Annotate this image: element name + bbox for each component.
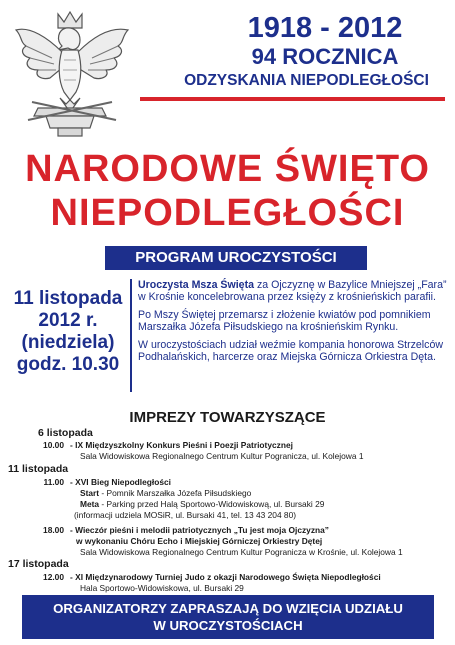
invitation-line1: ORGANIZATORZY ZAPRASZAJĄ DO WZIĘCIA UDZIAŁU xyxy=(53,601,403,616)
event-title-text: - IX Międzyszkolny Konkurs Pieśni i Poezji Patriotycznej xyxy=(70,440,293,450)
program-date: 11 listopada xyxy=(13,288,123,309)
event-place-text: Hala Sportowo-Widowiskowa, ul. Bursaki 29 xyxy=(80,583,244,593)
event-title-text: - Wieczór pieśni i melodii patriotycznych „Tu jest moja Ojczyzna” xyxy=(70,525,329,535)
red-divider xyxy=(140,97,445,101)
event-time: 10.00 xyxy=(43,440,64,450)
program-paragraph-march: Po Mszy Świętej przemarsz i złożenie kwiatów pod pomnikiem Marszałka Józefa Piłsudskiego na krośnieńskim Rynku. xyxy=(138,309,431,333)
program-date-block xyxy=(8,288,128,376)
event-day-1: 6 listopada xyxy=(38,427,93,439)
program-heading: PROGRAM UROCZYSTOŚCI xyxy=(105,246,367,270)
event-time: 12.00 xyxy=(43,572,64,582)
event-place-text: Sala Widowiskowa Regionalnego Centrum Kultur Pogranicza, ul. Kolejowa 1 xyxy=(80,451,364,461)
program-year: 2012 r. xyxy=(38,310,98,331)
mass-text: za Ojczyznę w Bazylice Mniejszej „Fara” w Krośnie koncelebrowana przez księży z krośnieńskich parafii. xyxy=(138,279,447,303)
event-info-text: (informacji udziela MOSiR, ul. Bursaki 41, tel. 13 43 204 80) xyxy=(74,510,297,520)
start-label: Start xyxy=(80,488,100,498)
event-place-text: Sala Widowiskowa Regionalnego Centrum Kultur Pogranicza w Krośnie, ul. Kolejowa 1 xyxy=(80,547,403,557)
event-day-2: 11 listopada xyxy=(8,463,69,475)
program-paragraph-mass xyxy=(138,279,448,303)
events-heading: IMPREZY TOWARZYSZĄCE xyxy=(129,409,326,426)
event-time: 11.00 xyxy=(43,477,64,487)
invitation-line2: W UROCZYSTOŚCIACH xyxy=(153,618,303,633)
event-title-text: - XI Międzynarodowy Turniej Judo z okazji Narodowego Święta Niepodległości xyxy=(70,572,381,582)
program-paragraph-participants: W uroczystościach udział weźmie kompania honorowa Strzelców Podhalańskich, harcerze oraz Miejska Górnicza Orkiestra Dęta. xyxy=(138,339,443,363)
event-title xyxy=(70,525,430,536)
program-weekday: (niedziela) xyxy=(21,332,115,353)
event-title-text: - XVI Bieg Niepodległości xyxy=(70,477,171,487)
anniversary-years: 1918 - 2012 xyxy=(247,12,403,44)
program-time: godz. 10.30 xyxy=(16,354,120,375)
organizers-invitation-banner xyxy=(22,595,434,639)
anniversary-subtitle: ODZYSKANIA NIEPODLEGŁOŚCI xyxy=(184,72,429,89)
event-time: 18.00 xyxy=(43,525,64,535)
finish-text: - Parking przed Halą Sportowo-Widowiskową, ul. Bursaki 29 xyxy=(101,499,325,509)
event-title xyxy=(70,477,430,488)
main-title-line1: NARODOWE ŚWIĘTO xyxy=(25,148,430,190)
mass-label: Uroczysta Msza Święta xyxy=(138,279,254,291)
event-title xyxy=(70,440,430,451)
anniversary-number: 94 ROCZNICA xyxy=(251,44,399,69)
eagle-emblem-icon xyxy=(8,8,136,140)
event-title xyxy=(70,572,450,583)
event-day-3: 17 listopada xyxy=(8,558,69,570)
finish-label: Meta xyxy=(80,499,100,509)
program-description xyxy=(130,279,448,392)
event-subtitle-text: w wykonaniu Chóru Echo i Miejskiej Górniczej Orkiestry Dętej xyxy=(76,536,323,546)
start-text: - Pomnik Marszałka Józefa Piłsudskiego xyxy=(101,488,252,498)
main-title-line2: NIEPODLEGŁOŚCI xyxy=(50,192,405,234)
